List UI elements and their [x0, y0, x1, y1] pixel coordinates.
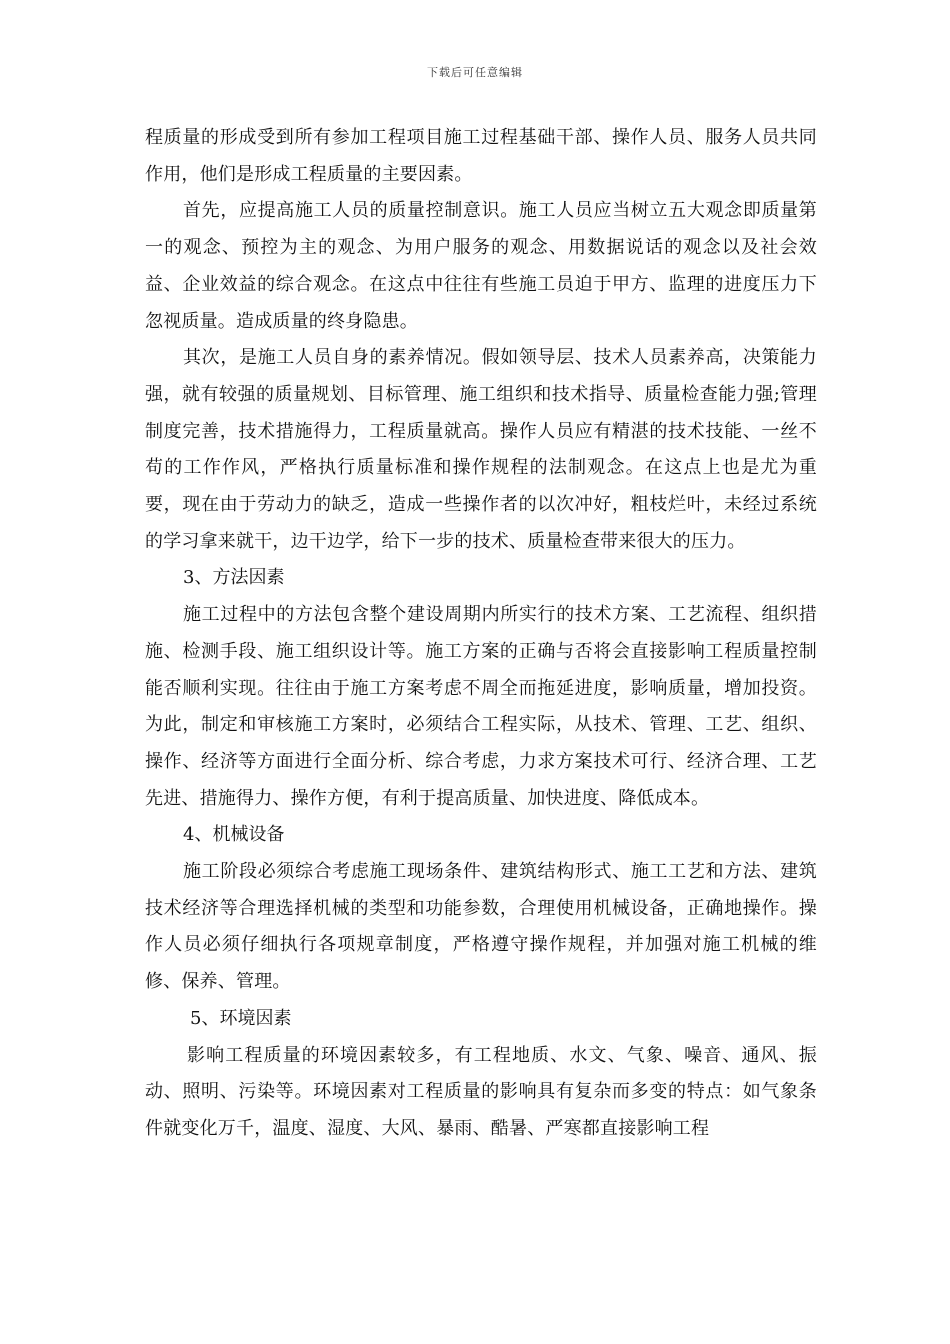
heading-method-factors: 3、方法因素 [183, 567, 285, 589]
paragraph-machinery: 施工阶段必须综合考虑施工现场条件、建筑结构形式、施工工艺和方法、建筑技术经济等合理选择机械的类型和功能参数，合理使用机械设备，正确地操作。操作人员必须仔细执行各项规章制度，严格遵守操作规程，并加强对施工机械的维修、保养、管理。 [145, 861, 817, 993]
document-body [145, 120, 817, 1148]
paragraph-quality-formation: 程质量的形成受到所有参加工程项目施工过程基础干部、操作人员、服务人员共同作用，他们是形成工程质量的主要因素。 [145, 127, 817, 185]
paragraph-quality-awareness: 首先，应提高施工人员的质量控制意识。施工人员应当树立五大观念即质量第一的观念、预控为主的观念、为用户服务的观念、用数据说话的观念以及社会效益、企业效益的综合观念。在这点中往往有些施工员迫于甲方、监理的进度压力下忽视质量。造成质量的终身隐患。 [145, 200, 817, 332]
paragraph-construction-methods: 施工过程中的方法包含整个建设周期内所实行的技术方案、工艺流程、组织措施、检测手段、施工组织设计等。施工方案的正确与否将会直接影响工程质量控制能否顺利实现。往往由于施工方案考虑不周全而拖延进度，影响质量，增加投资。为此，制定和审核施工方案时，必须结合工程实际，从技术、管理、工艺、组织、操作、经济等方面进行全面分析、综合考虑，力求方案技术可行、经济合理、工艺先进、措施得力、操作方便，有利于提高质量、加快进度、降低成本。 [145, 604, 817, 809]
paragraph-personnel-quality: 其次，是施工人员自身的素养情况。假如领导层、技术人员素养高，决策能力强，就有较强的质量规划、目标管理、施工组织和技术指导、质量检查能力强;管理制度完善，技术措施得力，工程质量就高。操作人员应有精湛的技术技能、一丝不苟的工作作风，严格执行质量标准和操作规程的法制观念。在这点上也是尤为重要，现在由于劳动力的缺乏，造成一些操作者的以次冲好，粗枝烂叶，未经过系统的学习拿来就干，边干边学，给下一步的技术、质量检查带来很大的压力。 [145, 347, 817, 552]
heading-environment: 5、环境因素 [190, 1007, 292, 1029]
paragraph-environment: 影响工程质量的环境因素较多，有工程地质、水文、气象、噪音、通风、振动、照明、污染等。环境因素对工程质量的影响具有复杂而多变的特点：如气象条件就变化万千，温度、湿度、大风、暴雨、酷暑、严寒都直接影响工程 [145, 1044, 817, 1139]
heading-machinery: 4、机械设备 [183, 824, 285, 846]
header-note: 下载后可任意编辑 [427, 66, 523, 79]
